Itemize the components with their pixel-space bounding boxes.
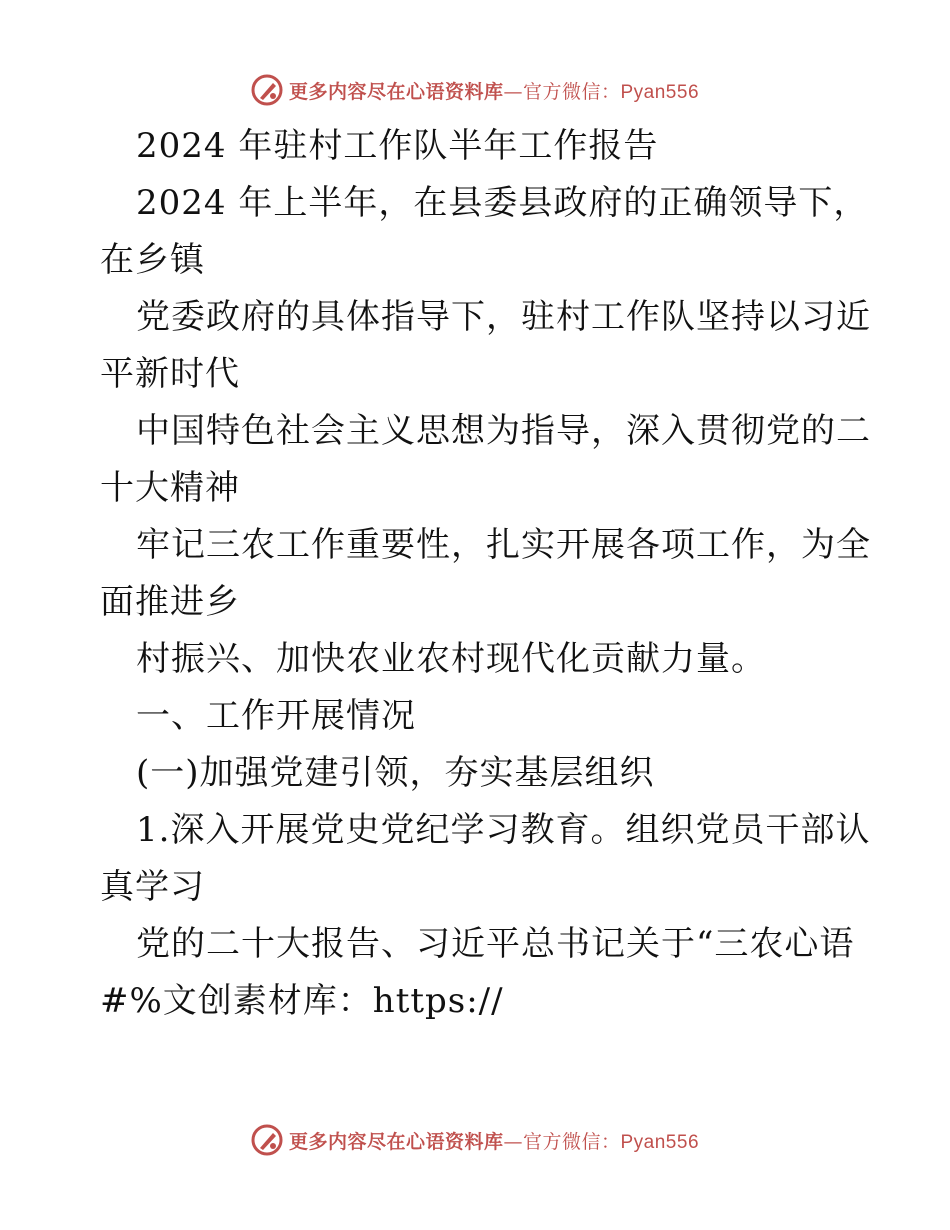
paragraph-line: 村振兴、加快农业农村现代化贡献力量。 xyxy=(136,639,766,679)
footer-text xyxy=(289,1127,699,1154)
document-body xyxy=(100,118,871,1030)
header-banner xyxy=(0,70,950,110)
header-contact: 官方微信： xyxy=(522,80,621,103)
paragraph-line: 十大精神 xyxy=(100,468,240,508)
footer-separator: — xyxy=(503,1130,523,1153)
footer-contact: 官方微信： xyxy=(522,1130,621,1153)
footer-banner xyxy=(0,1120,950,1160)
paragraph-line: 党的二十大报告、习近平总书记关于“三农心语 xyxy=(136,924,855,964)
footer-brand: 更多内容尽在心语资料库 xyxy=(288,1130,504,1153)
paragraph-line: 2024 年上半年，在县委县政府的正确领导下， xyxy=(136,183,869,223)
section-heading: 一、工作开展情况 xyxy=(136,696,416,736)
pen-circle-logo-icon xyxy=(251,74,283,106)
paragraph-line: 牢记三农工作重要性，扎实开展各项工作，为全 xyxy=(136,525,871,565)
document-title: 2024 年驻村工作队半年工作报告 xyxy=(136,126,659,166)
footer-wechat-id: Pyan556 xyxy=(620,1131,700,1153)
paragraph-line: 中国特色社会主义思想为指导，深入贯彻党的二 xyxy=(136,411,871,451)
header-separator: — xyxy=(503,80,523,103)
paragraph-line: 面推进乡 xyxy=(100,582,240,622)
paragraph-line: 党委政府的具体指导下，驻村工作队坚持以习近 xyxy=(136,297,871,337)
subsection-heading: (一)加强党建引领，夯实基层组织 xyxy=(136,753,655,793)
header-brand: 更多内容尽在心语资料库 xyxy=(288,80,504,103)
paragraph-line: #%文创素材库：https:// xyxy=(100,981,504,1021)
paragraph-line: 平新时代 xyxy=(100,354,240,394)
paragraph-line: 1.深入开展党史党纪学习教育。组织党员干部认 xyxy=(136,810,871,850)
paragraph-line: 在乡镇 xyxy=(100,240,205,280)
header-text xyxy=(289,77,699,104)
pen-circle-logo-icon xyxy=(251,1124,283,1156)
header-wechat-id: Pyan556 xyxy=(620,81,700,103)
paragraph-line: 真学习 xyxy=(100,867,205,907)
